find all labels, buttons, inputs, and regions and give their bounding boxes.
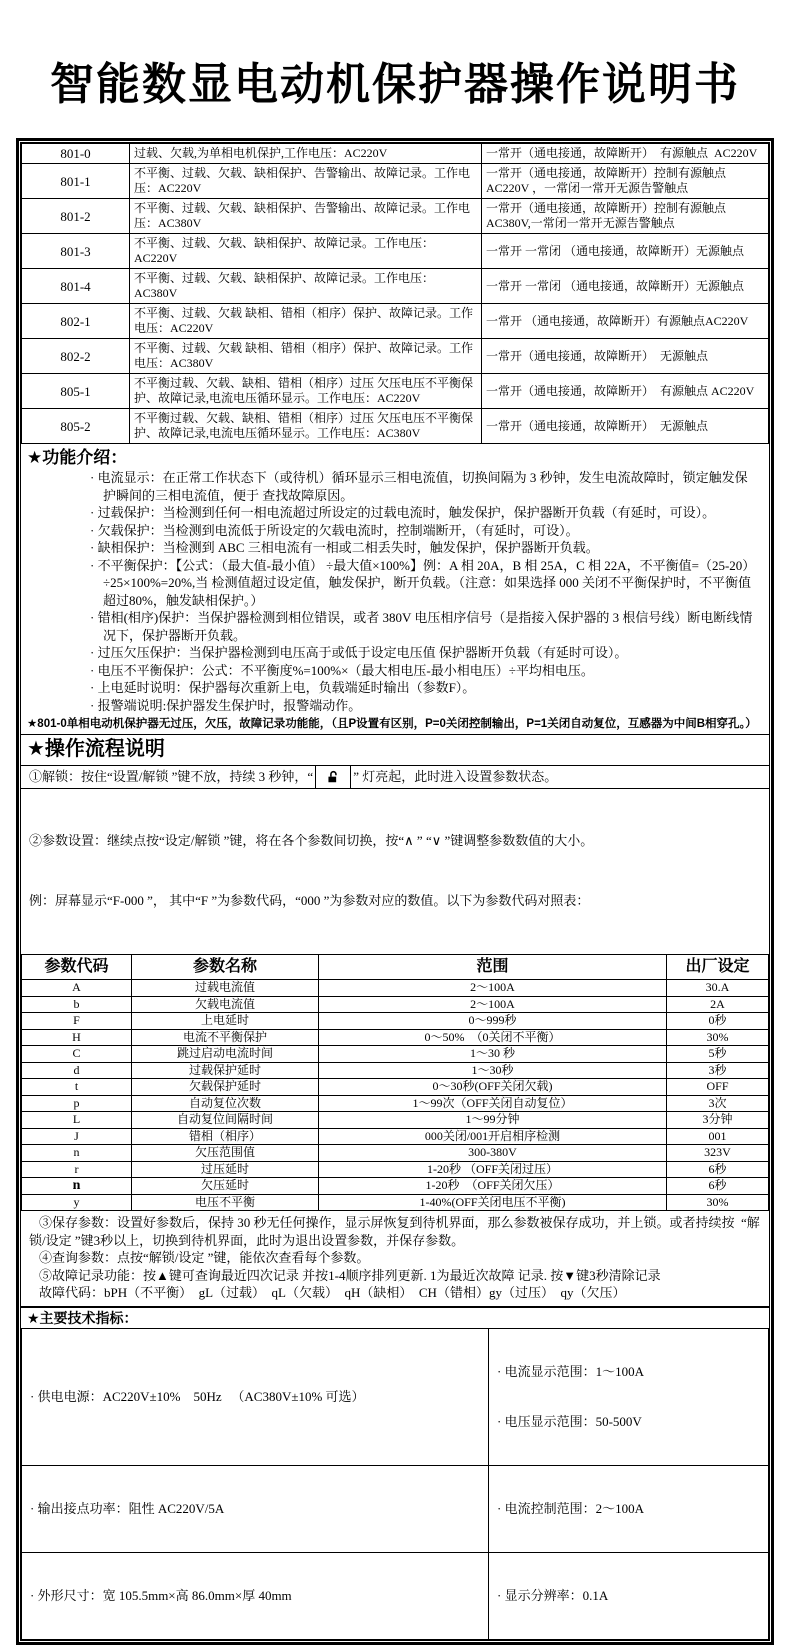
param-code: d [22,1062,132,1079]
param-code: H [22,1029,132,1046]
param-range: 1～30 秒 [319,1046,667,1063]
spec-right [489,1328,769,1465]
model-features: 不平衡过载、欠载、缺相、错相（相序）过压 欠压电压不平衡保护、故障记录,电流电压循环显示。工作电压：AC380V [130,409,482,444]
step1-suffix: ” 灯亮起，此时进入设置参数状态。 [353,769,558,784]
table-row [22,1552,769,1639]
table-row [22,980,769,997]
table-header-row [22,955,769,980]
model-code: 801-3 [22,234,130,269]
param-default: 6秒 [667,1178,769,1195]
param-name: 错相（相序） [132,1128,319,1145]
table-row [22,1029,769,1046]
table-row [22,304,769,339]
model-features: 过载、欠载,为单相电机保护,工作电压：AC220V [130,144,482,164]
param-default: 3秒 [667,1062,769,1079]
note-fault-records: ⑤故障记录功能：按▲键可查询最近四次记录 并按1-4顺序排列更新. 1为最近次故障 记录. 按▼键3秒清除记录 [39,1267,661,1283]
table-row [22,409,769,444]
param-code: r [22,1161,132,1178]
spec-current-control-range: · 电流控制范围：2～100A [497,1500,644,1516]
param-default: 30.A [667,980,769,997]
param-range: 2～100A [319,996,667,1013]
param-name: 上电延时 [132,1013,319,1030]
specs-table [21,1328,769,1640]
param-code: A [22,980,132,997]
model-contacts: 一常开（通电接通，故障断开）控制有源触点 AC220V ，一常闭一常开无源告警触点 [482,164,769,199]
operation-step2 [21,789,769,954]
unlock-indicator-cell [315,766,351,788]
operation-step1 [21,766,769,789]
param-name: 自动复位间隔时间 [132,1112,319,1129]
specs-heading: ★主要技术指标： [21,1306,769,1328]
table-row [22,164,769,199]
spec-left [22,1552,489,1639]
model-contacts: 一常开（通电接通，故障断开） 无源触点 [482,409,769,444]
table-row [22,234,769,269]
table-row [22,1013,769,1030]
model-code: 802-2 [22,339,130,374]
param-name: 欠载电流值 [132,996,319,1013]
param-code: n [22,1145,132,1162]
document-inner-border [20,142,770,1641]
note-801-0: ★801-0单相电动机保护器无过压，欠压，故障记录功能能，（且P设置有区别，P=0关闭控制输出，P=1关闭自动复位，互感器为中间B相穿孔。） [27,718,757,730]
feature-item: · 报警端说明:保护器发生保护时，报警端动作。 [90,697,362,713]
param-code: b [22,996,132,1013]
param-name: 自动复位次数 [132,1095,319,1112]
param-code: p [22,1095,132,1112]
features-heading: ★功能介绍： [27,448,128,467]
param-name: 欠压范围值 [132,1145,319,1162]
model-features: 不平衡、过载、欠载 缺相、错相（相序）保护、故障记录。工作电压：AC220V [130,304,482,339]
model-contacts: 一常开（通电接通，故障断开） 有源触点 AC220V [482,374,769,409]
operation-heading: ★操作流程说明 [21,734,769,766]
table-row [22,1079,769,1096]
note-save-params: ③保存参数：设置好参数后，保持 30 秒无任何操作，显示屏恢复到待机界面，那么参数被保存成功，并上锁。或者持续按 “解锁/设定 ”键3秒以上，切换到待机界面，此时为退出设置参数，并保存参数。 [29,1215,760,1248]
param-code: C [22,1046,132,1063]
param-range: 2～100A [319,980,667,997]
param-code: y [22,1194,132,1211]
param-code: n [22,1178,132,1195]
model-contacts: 一常开（通电接通，故障断开） 有源触点 AC220V [482,144,769,164]
model-features: 不平衡、过载、欠载、缺相保护、告警输出、故障记录。工作电压：AC380V [130,199,482,234]
model-features: 不平衡过载、欠载、缺相、错相（相序）过压 欠压电压不平衡保护、故障记录,电流电压循环显示。工作电压：AC220V [130,374,482,409]
step2-example: 例：屏幕显示“F-000 ”， 其中“F ”为参数代码，“000 ”为参数对应的数值。以下为参数代码对照表： [29,893,590,908]
param-code: t [22,1079,132,1096]
col-header-range: 范围 [319,955,667,980]
param-name: 过载保护延时 [132,1062,319,1079]
feature-item: · 过载保护：当检测到任何一相电流超过所设定的过载电流时，触发保护，保护器断开负载（有延时，可设）。 [90,505,716,520]
param-range: 1-20秒 （OFF关闭欠压） [319,1178,667,1195]
param-code: J [22,1128,132,1145]
table-row [22,1178,769,1195]
spec-left [22,1465,489,1552]
param-default: 0秒 [667,1013,769,1030]
step2-text: ②参数设置：继续点按“设定/解锁 ”键，将在各个参数间切换，按“∧ ” “∨ ”键调整参数数值的大小。 [29,833,594,848]
table-row [22,1062,769,1079]
table-row [22,1095,769,1112]
model-contacts: 一常开 一常闭 （通电接通，故障断开）无源触点 [482,269,769,304]
param-code: L [22,1112,132,1129]
table-row [22,1328,769,1465]
param-default: 323V [667,1145,769,1162]
param-name: 电压不平衡 [132,1194,319,1211]
spec-output-contact-power: · 输出接点功率：阻性 AC220V/5A [30,1500,225,1516]
table-row [22,144,769,164]
feature-item: · 错相(相序)保护：当保护器检测到相位错误，或者 380V 电压相序信号（是指接入保护器的 3 根信号线）断电断线情况下，保护器断开负载。 [90,610,753,643]
param-range: 0～30秒(OFF关闭欠载) [319,1079,667,1096]
param-default: 30% [667,1194,769,1211]
model-code: 802-1 [22,304,130,339]
param-name: 欠压延时 [132,1178,319,1195]
feature-item: · 电压不平衡保护：公式：不平衡度%=100%×（最大相电压-最小相电压）÷平均相电压。 [90,662,594,678]
param-default: OFF [667,1079,769,1096]
model-features: 不平衡、过载、欠载 缺相、错相（相序）保护、故障记录。工作电压：AC380V [130,339,482,374]
param-default: 30% [667,1029,769,1046]
spec-voltage-display-range: · 电压显示范围：50-500V [497,1413,642,1429]
table-row [22,199,769,234]
table-row [22,1112,769,1129]
param-range: 0～50% （0关闭不平衡） [319,1029,667,1046]
note-fault-codes: 故障代码：bPH（不平衡） gL（过载） qL（欠载） qH（缺相） CH（错相）gy（过压） qy（欠压） [39,1285,626,1300]
model-contacts: 一常开（通电接通，故障断开）控制有源触点 AC380V,一常闭一常开无源告警触点 [482,199,769,234]
table-row [22,374,769,409]
table-row [22,269,769,304]
model-table [21,143,769,444]
spec-dimensions: · 外形尺寸：宽 105.5mm×高 86.0mm×厚 40mm [30,1587,292,1603]
feature-item: · 不平衡保护：【公式：（最大值-最小值） ÷最大值×100%】例：A 相 20A，B 相 25A，C 相 22A，不平衡值=（25-20）÷25×100%=20%,当 检测值超过设定值，触发保护，断开负载。（注意：如果选择 000 关闭不平衡保护时，不平衡值超过80%，触发缺相保护。） [90,557,756,608]
param-default: 3分钟 [667,1112,769,1129]
table-row [22,1046,769,1063]
post-table-notes [21,1211,769,1306]
param-range: 0～999秒 [319,1013,667,1030]
spec-right [489,1465,769,1552]
model-features: 不平衡、过载、欠载、缺相保护、告警输出、故障记录。工作电压：AC220V [130,164,482,199]
table-row [22,1465,769,1552]
feature-item: · 过压欠压保护：当保护器检测到电压高于或低于设定电压值 保护器断开负载（有延时可设）。 [90,645,628,660]
param-default: 5秒 [667,1046,769,1063]
model-code: 805-1 [22,374,130,409]
spec-display-resolution: · 显示分辨率：0.1A [497,1587,609,1603]
model-code: 801-4 [22,269,130,304]
step1-prefix: ①解锁：按住“设置/解锁 ”键不放，持续 3 秒钟，“ [29,769,314,784]
table-row [22,996,769,1013]
parameter-table [21,954,769,1211]
features-section [21,444,769,717]
param-name: 过载电流值 [132,980,319,997]
table-row [22,1145,769,1162]
param-code: F [22,1013,132,1030]
feature-item: · 欠载保护：当检测到电流低于所设定的欠载电流时，控制端断开，（有延时，可设）。 [90,522,579,538]
model-code: 801-0 [22,144,130,164]
param-default: 6秒 [667,1161,769,1178]
model-contacts: 一常开（通电接通，故障断开） 无源触点 [482,339,769,374]
model-code: 801-2 [22,199,130,234]
param-default: 2A [667,996,769,1013]
param-name: 过压延时 [132,1161,319,1178]
col-header-code: 参数代码 [22,955,132,980]
param-name: 电流不平衡保护 [132,1029,319,1046]
param-range: 1-40%(OFF关闭电压不平衡) [319,1194,667,1211]
param-range: 000关闭/001开启相序检测 [319,1128,667,1145]
feature-item: · 缺相保护：当检测到 ABC 三相电流有一相或二相丢失时，触发保护，保护器断开负载。 [90,540,599,555]
spec-right [489,1552,769,1639]
col-header-name: 参数名称 [132,955,319,980]
param-name: 跳过启动电流时间 [132,1046,319,1063]
param-range: 1～30秒 [319,1062,667,1079]
feature-item: · 上电延时说明：保护器每次重新上电，负载端延时输出（参数F）。 [90,680,476,695]
model-features: 不平衡、过载、欠载、缺相保护、故障记录。工作电压：AC380V [130,269,482,304]
model-contacts: 一常开 （通电接通，故障断开）有源触点AC220V [482,304,769,339]
model-code: 805-2 [22,409,130,444]
model-contacts: 一常开 一常闭 （通电接通，故障断开）无源触点 [482,234,769,269]
param-range: 1-20秒 （OFF关闭过压） [319,1161,667,1178]
spec-power-supply: · 供电电源：AC220V±10% 50Hz （AC380V±10% 可选） [30,1388,365,1404]
document-frame [16,138,774,1645]
model-features: 不平衡、过载、欠载、缺相保护、故障记录。工作电压：AC220V [130,234,482,269]
unlock-icon [326,770,340,784]
param-default: 001 [667,1128,769,1145]
param-range: 1～99分钟 [319,1112,667,1129]
spec-current-display-range: · 电流显示范围：1～100A [497,1363,644,1379]
model-code: 801-1 [22,164,130,199]
param-range: 1～99次（OFF关闭自动复位） [319,1095,667,1112]
param-name: 欠载保护延时 [132,1079,319,1096]
spec-left [22,1328,489,1465]
table-row [22,339,769,374]
param-range: 300-380V [319,1145,667,1162]
page-title: 智能数显电动机保护器操作说明书 [50,60,740,109]
table-row [22,1128,769,1145]
table-row [22,1161,769,1178]
table-row [22,1194,769,1211]
col-header-default: 出厂设定 [667,955,769,980]
param-default: 3次 [667,1095,769,1112]
feature-item: · 电流显示：在正常工作状态下（或待机）循环显示三相电流值，切换间隔为 3 秒钟，发生电流故障时，锁定触发保护瞬间的三相电流值，便于 查找故障原因。 [90,470,748,503]
note-query-params: ④查询参数：点按“解锁/设定 ”键，能依次查看每个参数。 [39,1250,370,1265]
